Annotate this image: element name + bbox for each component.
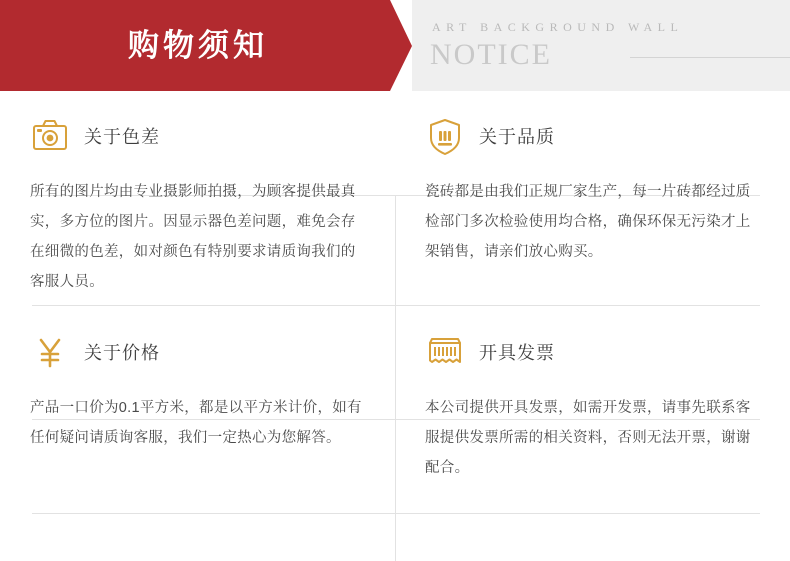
notice-item-header	[425, 329, 785, 377]
notice-grid	[0, 91, 790, 561]
divider-vertical	[395, 195, 396, 561]
notice-item-header	[30, 329, 390, 377]
notice-item-title: 开具发票	[479, 343, 555, 363]
notice-item-invoice	[425, 329, 785, 483]
header-arrow-shape	[390, 0, 412, 91]
notice-item-color-difference	[30, 113, 390, 297]
yuan-icon	[30, 332, 70, 374]
header-right-block	[390, 0, 790, 91]
camera-icon	[30, 116, 70, 158]
notice-item-title: 关于色差	[84, 127, 160, 147]
notice-item-header	[425, 113, 785, 161]
notice-item-header	[30, 113, 390, 161]
notice-item-quality	[425, 113, 785, 267]
header-title-en: NOTICE	[430, 38, 552, 71]
notice-item-title: 关于价格	[84, 343, 160, 363]
header-subtitle-en: ART BACKGROUND WALL	[432, 20, 684, 34]
notice-item-body: 本公司提供开具发票，如需开发票，请事先联系客服提供发票所需的相关资料，否则无法开票，谢谢配合。	[425, 400, 751, 476]
divider-horizontal-mid	[32, 305, 760, 306]
notice-item-body: 产品一口价为0.1平方米，都是以平方米计价，如有任何疑问请质询客服，我们一定热心为您解答。	[30, 400, 362, 446]
divider-horizontal-bottom	[32, 513, 760, 514]
shield-icon	[425, 116, 465, 158]
notice-item-title: 关于品质	[479, 127, 555, 147]
notice-item-price	[30, 329, 390, 453]
notice-item-body: 瓷砖都是由我们正规厂家生产，每一片砖都经过质检部门多次检验使用均合格，确保环保无污染才上架销售，请亲们放心购买。	[425, 184, 751, 260]
header-red-block	[0, 0, 390, 91]
notice-item-body: 所有的图片均由专业摄影师拍摄，为顾客提供最真实，多方位的图片。因显示器色差问题，难免会存在细微的色差，如对颜色有特别要求请质询我们的客服人员。	[30, 184, 356, 290]
page-title: 购物须知	[128, 28, 268, 63]
invoice-icon	[425, 332, 465, 374]
header-divider-line	[630, 57, 790, 58]
page-header	[0, 0, 790, 91]
